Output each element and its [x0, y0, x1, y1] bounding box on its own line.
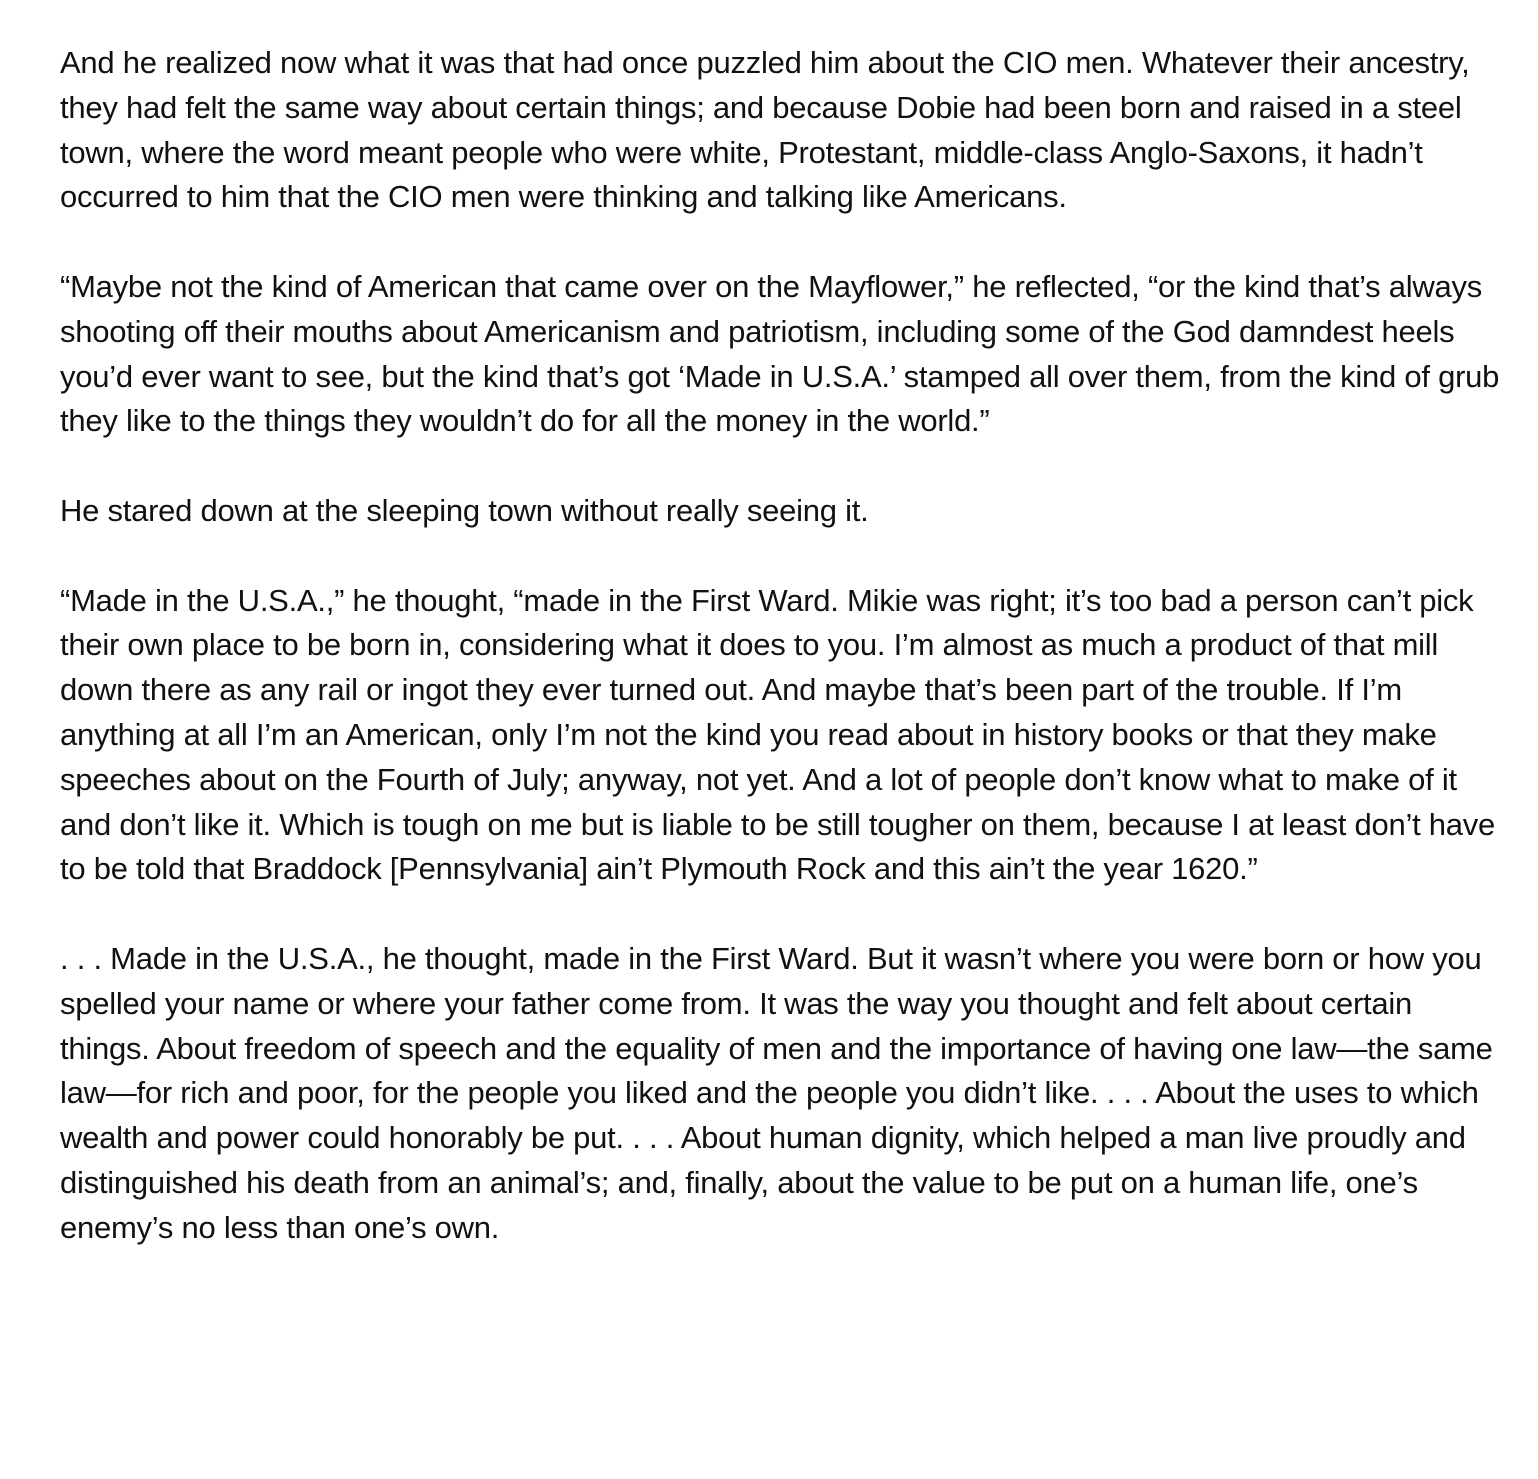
paragraph-first-ward: . . . Made in the U.S.A., he thought, made in the First Ward. But it wasn’t where you were born or how you spelled your name or where your father come from. It was the way you thought and felt about certain things. About freedom of speech and the equality of men and the importance of having one law—the same law—for rich and poor, for the people you liked and the people you didn’t like. . . . About the uses to which wealth and power could honorably be put. . . . About human dignity, which helped a man live proudly and distinguished his death from an animal’s; and, finally, about the value to be put on a human life, one’s enemy’s no less than one’s own.	[60, 940, 1493, 1245]
document-body	[60, 41, 1500, 1251]
paragraph-cio-men: And he realized now what it was that had once puzzled him about the CIO men. Whatever their ancestry, they had felt the same way about certain things; and because Dobie had been born and raised in a steel town, where the word meant people who were white, Protestant, middle-class Anglo-Saxons, it hadn’t occurred to him that the CIO men were thinking and talking like Americans.	[60, 45, 1470, 215]
paragraph-made-in-usa: “Made in the U.S.A.,” he thought, “made in the First Ward. Mikie was right; it’s too bad a person can’t pick their own place to be born in, considering what it does to you. I’m almost as much a product of that mill down there as any rail or ingot they ever turned out. And maybe that’s been part of the trouble. If I’m anything at all I’m an American, only I’m not the kind you read about in history books or that they make speeches about on the Fourth of July; anyway, not yet. And a lot of people don’t know what to make of it and don’t like it. Which is tough on me but is liable to be still tougher on them, because I at least don’t have to be told that Braddock [Pennsylvania] ain’t Plymouth Rock and this ain’t the year 1620.”	[60, 582, 1496, 887]
paragraph-sleeping-town: He stared down at the sleeping town without really seeing it.	[60, 492, 869, 528]
paragraph-mayflower: “Maybe not the kind of American that came over on the Mayflower,” he reflected, “or the kind that’s always shooting off their mouths about Americanism and patriotism, including some of the God damndest heels you’d ever want to see, but the kind that’s got ‘Made in U.S.A.’ stamped all over them, from the kind of grub they like to the things they wouldn’t do for all the money in the world.”	[60, 268, 1500, 439]
